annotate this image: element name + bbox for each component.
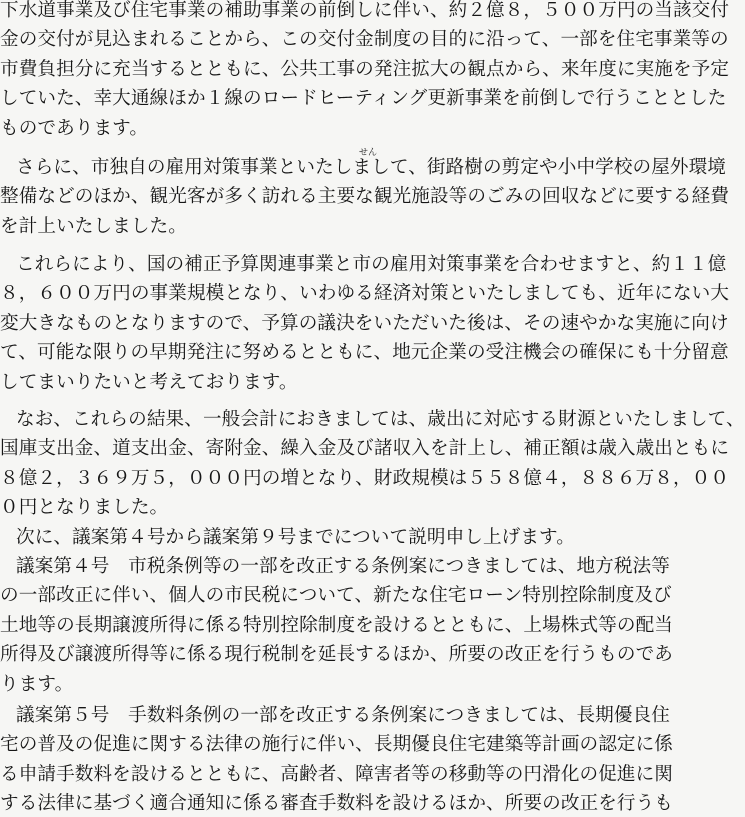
text-line: 議案第５号 手数料条例の一部を改正する条例案につきましては、長期優良住 bbox=[16, 705, 670, 726]
text-line: していた、幸大通線ほか１線のロードヒーティング更新事業を前倒しで行うこととした bbox=[0, 88, 727, 109]
text-line: ものであります。 bbox=[0, 118, 149, 139]
text-line: する法律に基づく適合通知に係る審査手数料を設けるほか、所要の改正を行うも bbox=[0, 793, 673, 814]
text-line: これらにより、国の補正予算関連事業と市の雇用対策事業を合わせますと、約１１億 bbox=[16, 254, 727, 275]
text-line: 国庫支出金、道支出金、寄附金、繰入金及び諸収入を計上し、補正額は歳入歳出ともに bbox=[0, 438, 730, 459]
text-line: 所得及び譲渡所得等に係る現行税制を延長するほか、所要の改正を行うものであ bbox=[0, 644, 673, 665]
text-line: なお、これらの結果、一般会計におきましては、歳出に対応する財源といたしまして、 bbox=[16, 409, 745, 430]
text-line: ０円となりました。 bbox=[0, 497, 169, 518]
text-line: 市費負担分に充当するとともに、公共工事の発注拡大の観点から、来年度に実施を予定 bbox=[0, 59, 730, 80]
text-line: 整備などのほか、観光客が多く訪れる主要な観光施設等のごみの回収などに要する経費 bbox=[0, 186, 730, 207]
text-line: 下水道事業及び住宅事業の補助事業の前倒しに伴い、約２億８，５００万円の当該交付 bbox=[0, 0, 730, 21]
text-line: て、可能な限りの早期発注に努めるとともに、地元企業の受注機会の確保にも十分留意 bbox=[0, 342, 729, 363]
text-line: ８，６００万円の事業規模となり、いわゆる経済対策といたしましても、近年にない大 bbox=[0, 283, 730, 304]
text-line: してまいりたいと考えております。 bbox=[0, 372, 298, 393]
text-line: 変大きなものとなりますので、予算の議決をいただいた後は、その速やかな実施に向け bbox=[0, 313, 729, 334]
text-line: 金の交付が見込まれることから、この交付金制度の目的に沿って、一部を住宅事業等の bbox=[0, 29, 729, 50]
text-line: 次に、議案第４号から議案第９号までについて説明申し上げます。 bbox=[16, 527, 575, 548]
text-line: ８億２，３６９万５，０００円の増となり、財政規模は５５８億４，８８６万８，００ bbox=[0, 468, 730, 489]
text-line: 議案第４号 市税条例等の一部を改正する条例案につきましては、地方税法等 bbox=[16, 556, 670, 577]
text-line: 土地等の長期譲渡所得に係る特別控除制度を設けるとともに、上場株式等の配当 bbox=[0, 615, 673, 636]
text-line: 宅の普及の促進に関する法律の施行に伴い、長期優良住宅建築等計画の認定に係 bbox=[0, 734, 673, 755]
text-line: ります。 bbox=[0, 674, 74, 695]
text-line: の一部改正に伴い、個人の市民税について、新たな住宅ローン特別控除制度及び bbox=[0, 585, 672, 606]
text-line: を計上いたしました。 bbox=[0, 216, 187, 237]
text-line: さらに、市独自の雇用対策事業といたしまして、街路樹の剪定や小中学校の屋外環境 bbox=[16, 157, 726, 178]
text-line: る申請手数料を設けるとともに、高齢者、障害者等の移動等の円滑化の促進に関 bbox=[0, 764, 673, 785]
ruby-annotation: せん bbox=[359, 148, 378, 158]
